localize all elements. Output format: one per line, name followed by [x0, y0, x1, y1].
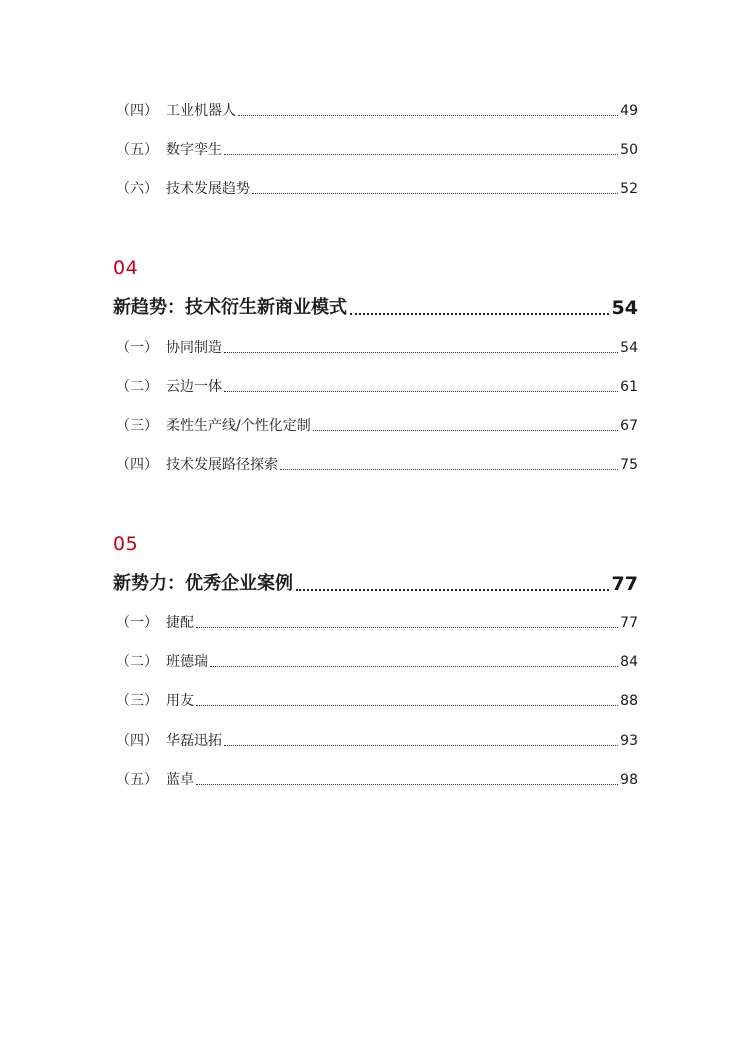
- toc-entry-number: （三）: [116, 418, 158, 434]
- section-title: 新势力：优秀企业案例: [113, 573, 293, 594]
- toc-entry[interactable]: [116, 728, 638, 750]
- toc-entry-page: 49: [620, 103, 638, 119]
- dot-leader: [280, 468, 618, 470]
- toc-entry-title: 柔性生产线/个性化定制: [166, 418, 311, 434]
- toc-entry-number: （一）: [116, 340, 158, 356]
- section-number: 05: [113, 533, 139, 555]
- toc-entry-number: （三）: [116, 693, 158, 709]
- toc-entry[interactable]: [116, 137, 638, 159]
- dot-leader: [224, 390, 618, 392]
- toc-entry-page: 67: [620, 418, 638, 434]
- toc-entry-number: （四）: [116, 733, 158, 749]
- section-number: 04: [113, 257, 139, 279]
- toc-entry-title: 工业机器人: [166, 103, 236, 119]
- toc-entry-title: 用友: [166, 693, 194, 709]
- toc-entry-title: 数字孪生: [166, 142, 222, 158]
- dot-leader: [196, 783, 618, 785]
- toc-entry[interactable]: [116, 688, 638, 710]
- toc-entry[interactable]: [116, 176, 638, 198]
- section-page: 54: [611, 297, 638, 319]
- toc-entry[interactable]: [116, 98, 638, 120]
- dot-leader: [224, 744, 618, 746]
- toc-entry-number: （二）: [116, 379, 158, 395]
- toc-entry-page: 54: [620, 340, 638, 356]
- toc-entry-page: 88: [620, 693, 638, 709]
- toc-entry-number: （四）: [116, 103, 158, 119]
- toc-entry[interactable]: [116, 335, 638, 357]
- section-heading[interactable]: [113, 292, 638, 320]
- toc-entry-page: 52: [620, 181, 638, 197]
- toc-entry-page: 93: [620, 733, 638, 749]
- toc-entry[interactable]: [116, 649, 638, 671]
- toc-entry-title: 协同制造: [166, 340, 222, 356]
- toc-entry-page: 77: [620, 615, 638, 631]
- toc-entry-title: 云边一体: [166, 379, 222, 395]
- toc-entry-number: （五）: [116, 142, 158, 158]
- toc-entry-page: 75: [620, 457, 638, 473]
- dot-leader: [196, 704, 618, 706]
- toc-entry[interactable]: [116, 452, 638, 474]
- dot-leader: [313, 429, 618, 431]
- toc-entry-number: （四）: [116, 457, 158, 473]
- dot-leader: [238, 114, 618, 116]
- toc-entry[interactable]: [116, 374, 638, 396]
- toc-entry-number: （二）: [116, 654, 158, 670]
- toc-entry-number: （六）: [116, 181, 158, 197]
- dot-leader: [196, 626, 618, 628]
- toc-entry[interactable]: [116, 767, 638, 789]
- dot-leader: [350, 312, 609, 315]
- section-title: 新趋势：技术衍生新商业模式: [113, 297, 347, 318]
- toc-entry-page: 98: [620, 772, 638, 788]
- toc-entry-page: 84: [620, 654, 638, 670]
- toc-entry-title: 班德瑞: [166, 654, 208, 670]
- toc-entry-title: 技术发展路径探索: [166, 457, 278, 473]
- section-heading[interactable]: [113, 568, 638, 596]
- dot-leader: [224, 153, 618, 155]
- toc-entry-title: 蓝卓: [166, 772, 194, 788]
- toc-entry-page: 61: [620, 379, 638, 395]
- dot-leader: [210, 665, 618, 667]
- toc-entry-page: 50: [620, 142, 638, 158]
- toc-entry-title: 华磊迅拓: [166, 733, 222, 749]
- toc-entry[interactable]: [116, 413, 638, 435]
- toc-entry-title: 捷配: [166, 615, 194, 631]
- toc-entry-number: （一）: [116, 615, 158, 631]
- toc-entry[interactable]: [116, 610, 638, 632]
- dot-leader: [252, 192, 618, 194]
- section-page: 77: [611, 573, 638, 595]
- toc-entry-title: 技术发展趋势: [166, 181, 250, 197]
- dot-leader: [224, 351, 618, 353]
- toc-entry-number: （五）: [116, 772, 158, 788]
- dot-leader: [296, 588, 609, 591]
